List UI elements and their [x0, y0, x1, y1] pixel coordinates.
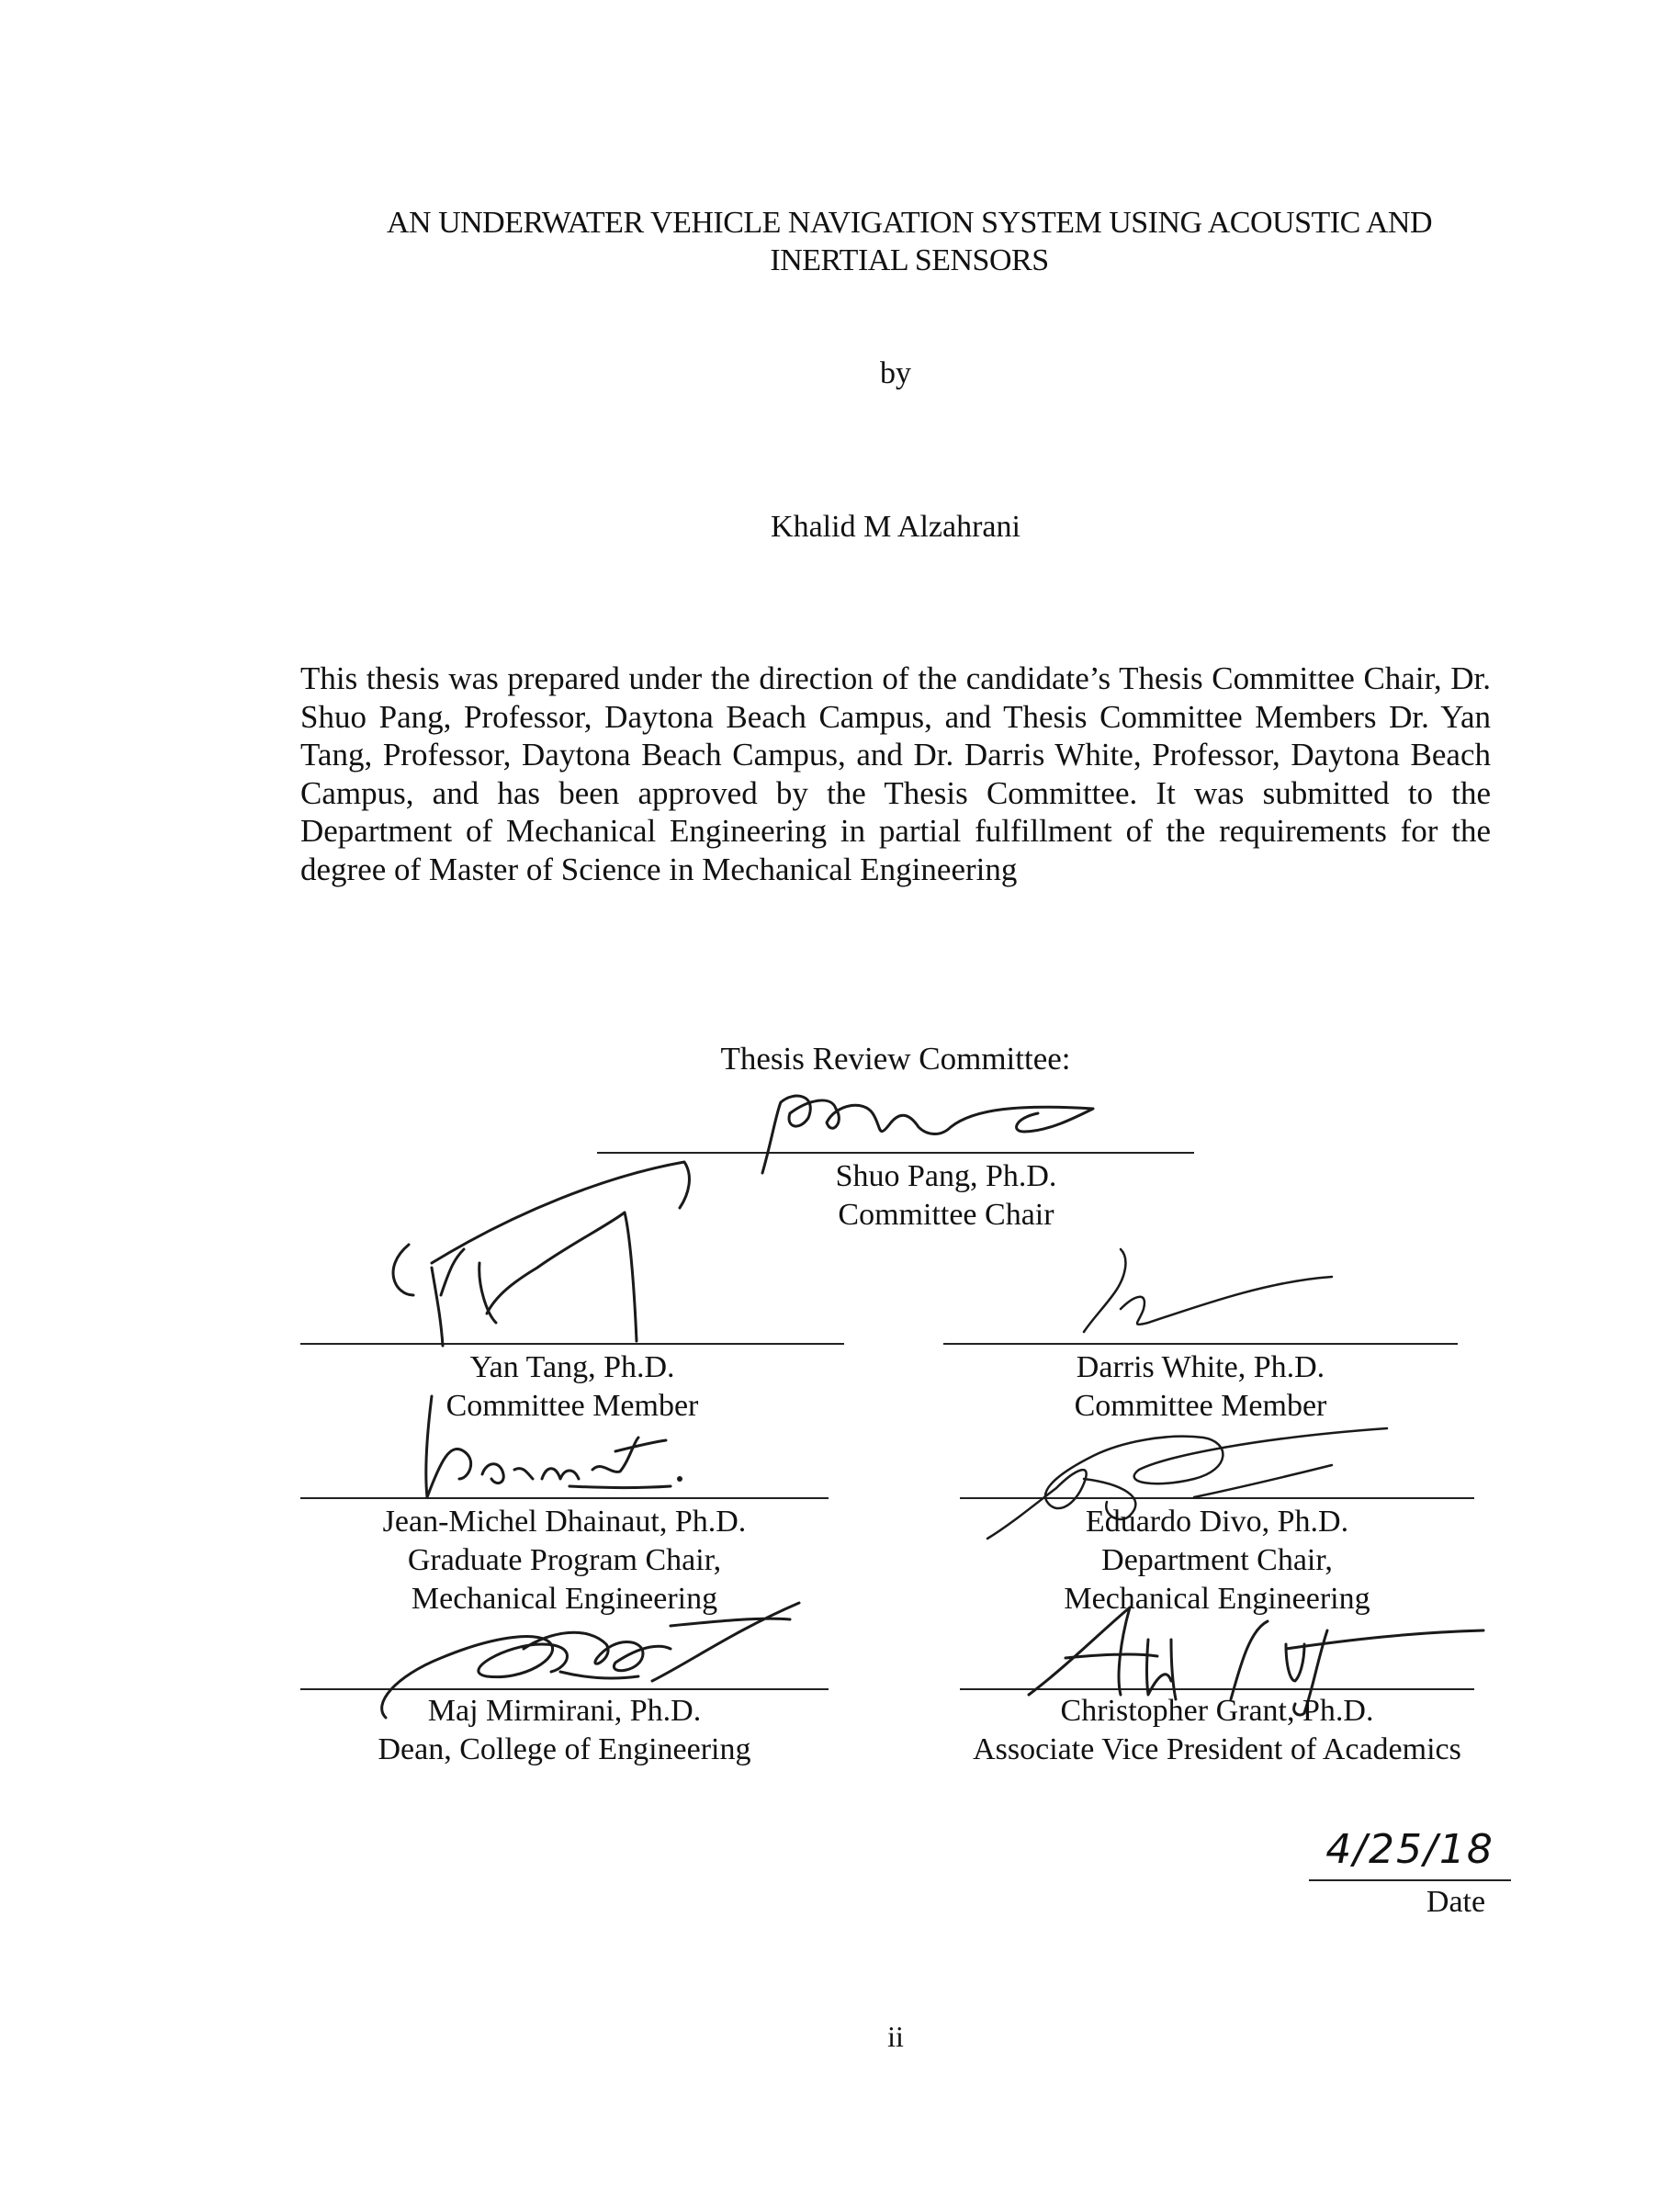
signatory-dean-name: Maj Mirmirani, Ph.D. [427, 1694, 702, 1728]
signature-member2 [1066, 1240, 1341, 1341]
signatory-member2-name: Darris White, Ph.D. [1076, 1350, 1325, 1384]
signatory-member2-role: Committee Member [1074, 1389, 1327, 1423]
approval-paragraph: This thesis was prepared under the direction of the candidate’s Thesis Committee Chair, Dr. Shuo Pang, Professor, Daytona Beach Campus, and Thesis Committee Members Dr. Yan Tang, Professor, Daytona Beach Campus, and Dr. Darris White, Professor, Daytona Beach Campus, and has been approved by the Thesis Committee. It was submitted to the Department of Mechanical Engineering in partial fulfillment of the requirements for the degree of Master of Science in Mechanical Engineering [300, 660, 1491, 887]
signatory-grad-chair-role1: Graduate Program Chair, [407, 1543, 722, 1577]
page-number: ii [887, 2020, 904, 2053]
signatory-dean [300, 1692, 829, 1769]
signatory-avp [946, 1692, 1488, 1769]
date-label: Date [1426, 1885, 1486, 1919]
signature-member1 [377, 1157, 707, 1359]
signatory-chair [698, 1157, 1194, 1235]
signatory-avp-name: Christopher Grant, Ph.D. [1060, 1694, 1374, 1728]
signatory-dept-chair [960, 1503, 1474, 1618]
signatory-avp-role: Associate Vice President of Academics [973, 1732, 1461, 1766]
committee-label: Thesis Review Committee: [720, 1041, 1071, 1077]
signatory-chair-role: Committee Chair [838, 1198, 1054, 1232]
handwritten-date: 4/25/18 [1325, 1826, 1494, 1873]
signatory-chair-name: Shuo Pang, Ph.D. [835, 1159, 1057, 1193]
signatory-grad-chair-role2: Mechanical Engineering [411, 1582, 718, 1616]
signatory-member1 [300, 1348, 844, 1426]
title-line-1: AN UNDERWATER VEHICLE NAVIGATION SYSTEM USING ACOUSTIC AND [386, 206, 1433, 240]
signatory-grad-chair-name: Jean-Michel Dhainaut, Ph.D. [382, 1505, 747, 1539]
signature-line-avp [960, 1688, 1474, 1690]
signatory-dept-chair-role1: Department Chair, [1101, 1543, 1333, 1577]
signature-line-dean [300, 1688, 829, 1690]
author-name: Khalid M Alzahrani [771, 510, 1020, 544]
signature-line-member1 [300, 1343, 844, 1345]
by-label: by [880, 356, 911, 390]
signature-line-member2 [943, 1343, 1458, 1345]
signatory-dept-chair-role2: Mechanical Engineering [1064, 1582, 1370, 1616]
signatory-dean-role: Dean, College of Engineering [378, 1732, 751, 1766]
signatory-grad-chair [300, 1503, 829, 1618]
signature-line-chair [597, 1152, 1194, 1154]
signatory-member2 [943, 1348, 1458, 1426]
title-line-2: INERTIAL SENSORS [770, 243, 1049, 277]
date-line [1309, 1879, 1511, 1881]
signature-line-grad-chair [300, 1497, 829, 1499]
signatory-member1-name: Yan Tang, Ph.D. [469, 1350, 675, 1384]
signatory-dept-chair-name: Eduardo Divo, Ph.D. [1085, 1505, 1349, 1539]
signatory-member1-role: Committee Member [445, 1389, 699, 1423]
signature-line-dept-chair [960, 1497, 1474, 1499]
thesis-title [276, 204, 1543, 279]
